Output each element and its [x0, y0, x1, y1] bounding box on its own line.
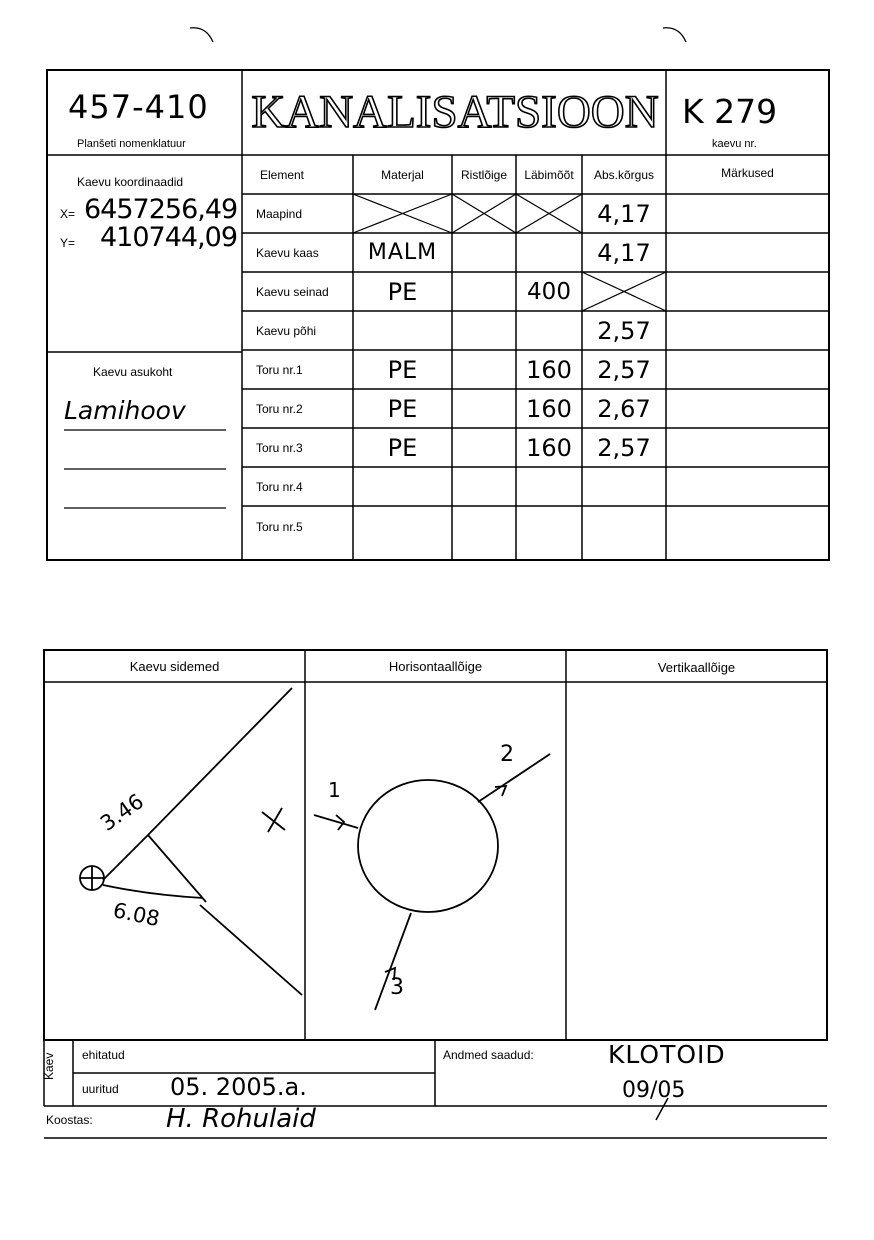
pipe-label-1: 1 — [328, 778, 341, 802]
pipe-label-2: 2 — [500, 742, 514, 767]
surveyed-value: 05. 2005.a. — [170, 1073, 307, 1101]
x-label: X= — [60, 207, 76, 221]
data-source-label: Andmed saadud: — [443, 1048, 534, 1062]
row-label: Toru nr.1 — [256, 363, 303, 377]
labimoot-value: 400 — [527, 278, 571, 305]
col-header-labimoot: Läbimõõt — [524, 168, 574, 182]
abs-value: 4,17 — [597, 199, 651, 228]
materjal-value: PE — [387, 394, 418, 423]
row-label: Toru nr.4 — [256, 480, 303, 494]
author-label: Koostas: — [46, 1113, 93, 1127]
form-title: KANALISATSIOON — [251, 86, 659, 138]
pipe-label-3: 3 — [390, 975, 404, 1000]
labimoot-value: 160 — [526, 355, 572, 384]
surveyed-label: uuritud — [82, 1082, 119, 1096]
labimoot-value: 160 — [526, 433, 572, 462]
row-label: Maapind — [256, 207, 303, 221]
col-header-markused: Märkused — [721, 166, 774, 180]
row-label: Kaevu seinad — [256, 285, 329, 299]
tie-distance-1: 3.46 — [96, 789, 149, 836]
materjal-value: MALM — [367, 240, 438, 265]
well-number-label: kaevu nr. — [712, 138, 757, 150]
x-coordinate-value: 6457256,49 — [84, 194, 238, 225]
row-label: Kaevu kaas — [256, 246, 319, 260]
y-label: Y= — [60, 236, 76, 250]
horizontal-section-sketch — [314, 754, 550, 1010]
punch-mark-left — [190, 28, 213, 42]
built-label: ehitatud — [82, 1048, 125, 1062]
row-label: Kaevu põhi — [256, 324, 317, 338]
abs-value: 2,67 — [597, 394, 651, 423]
tie-sketch — [80, 688, 302, 995]
y-coordinate-value: 410744,09 — [100, 222, 238, 253]
row-label: Toru nr.3 — [256, 441, 303, 455]
ties-panel-title: Kaevu sidemed — [129, 658, 220, 674]
materjal-value: PE — [387, 355, 418, 384]
row-label: Toru nr.2 — [256, 402, 303, 416]
vertical-section-title: Vertikaallõige — [657, 659, 736, 675]
col-header-abs-korgus: Abs.kõrgus — [593, 168, 655, 182]
data-date-value: 09/05 — [622, 1078, 686, 1103]
well-side-label: Kaev — [42, 1052, 56, 1080]
location-value: Lamihoov — [64, 396, 186, 425]
abs-value: 2,57 — [597, 355, 651, 384]
row-label: Toru nr.5 — [256, 520, 303, 534]
location-label: Kaevu asukoht — [93, 365, 173, 379]
materjal-value: PE — [387, 433, 418, 462]
abs-value: 2,57 — [597, 316, 651, 345]
data-source-value: KLOTOID — [608, 1040, 726, 1069]
abs-value: 2,57 — [597, 433, 651, 462]
abs-value: 4,17 — [597, 238, 651, 267]
col-header-ristloige: Ristlõige — [460, 168, 508, 182]
materjal-value: PE — [387, 277, 418, 306]
col-header-materjal: Materjal — [381, 168, 424, 182]
horizontal-section-title: Horisontaallõige — [388, 658, 483, 674]
nomenclature-value: 457-410 — [68, 88, 209, 126]
author-value: H. Rohulaid — [166, 1104, 316, 1134]
well-number-value: K 279 — [682, 92, 778, 131]
nomenclature-label: Planšeti nomenklatuur — [77, 138, 186, 150]
tie-distance-2: 6.08 — [111, 898, 162, 932]
labimoot-value: 160 — [526, 394, 572, 423]
coords-label: Kaevu koordinaadid — [77, 175, 184, 189]
col-header-element: Element — [259, 168, 305, 182]
punch-mark-right — [663, 28, 686, 42]
